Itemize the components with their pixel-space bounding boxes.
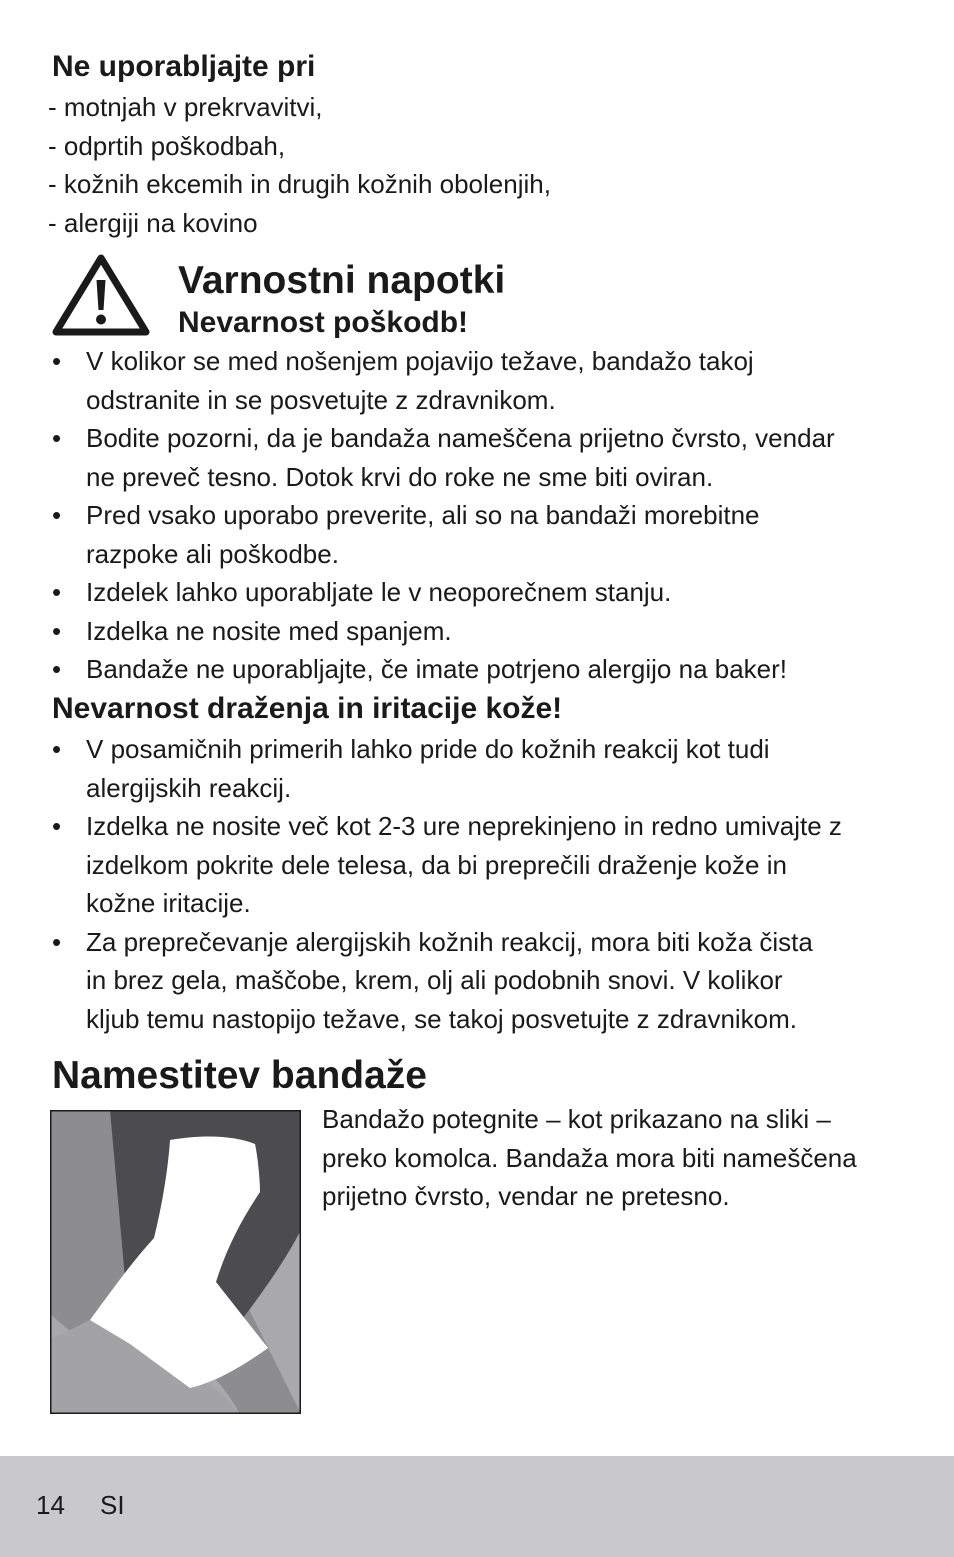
page-footer <box>0 1456 954 1557</box>
list-item: • V kolikor se med nošenjem pojavijo težave, bandažo takoj odstranite in se posvetujte z zdravnikom. <box>52 346 754 415</box>
irritation-heading: Nevarnost draženja in iritacije kože! <box>52 692 563 725</box>
list-item: • Pred vsako uporabo preverite, ali so na bandaži morebitne razpoke ali poškodbe. <box>52 500 760 569</box>
irritation-list <box>52 730 912 1038</box>
language-code: SI <box>100 1490 125 1520</box>
list-item: • Izdelka ne nosite več kot 2-3 ure neprekinjeno in redno umivajte z izdelkom pokrite dele telesa, da bi preprečili draženje kože in kožne iritacije. <box>52 811 842 918</box>
safety-title: Varnostni napotki <box>178 259 506 302</box>
safety-list <box>52 342 912 689</box>
contraindications-heading: Ne uporabljajte pri <box>52 50 316 83</box>
list-item: - odprtih poškodbah, <box>48 130 286 161</box>
list-item: • Izdelek lahko uporabljate le v neoporečnem stanju. <box>52 577 672 607</box>
safety-subtitle: Nevarnost poškodb! <box>178 306 469 339</box>
page-number: 14 <box>36 1490 65 1520</box>
list-item: • Izdelka ne nosite med spanjem. <box>52 615 452 646</box>
list-item: - alergiji na kovino <box>48 207 258 238</box>
fitting-instructions: Bandažo potegnite – kot prikazano na sliki – preko komolca. Bandaža mora biti nameščena prijetno čvrsto, vendar ne pretesno. <box>322 1104 857 1211</box>
list-item: • V posamičnih primerih lahko pride do kožnih reakcij kot tudi alergijskih reakcij. <box>52 734 770 803</box>
warning-triangle-icon <box>50 252 152 338</box>
list-item: • Za preprečevanje alergijskih kožnih reakcij, mora biti koža čista in brez gela, maščobe, krem, olj ali podobnih snovi. V kolikor kljub temu nastopijo težave, se takoj posvetujte z zdravnikom. <box>52 926 813 1034</box>
list-item: • Bodite pozorni, da je bandaža nameščena prijetno čvrsto, vendar ne preveč tesno. Dotok krvi do roke ne sme biti oviran. <box>52 423 835 492</box>
list-item: • Bandaže ne uporabljajte, če imate potrjeno alergijo na baker! <box>52 654 788 684</box>
elbow-bandage-illustration <box>50 1110 301 1414</box>
list-item: - kožnih ekcemih in drugih kožnih obolenjih, <box>48 169 551 199</box>
fitting-title: Namestitev bandaže <box>52 1054 427 1097</box>
list-item: - motnjah v prekrvavitvi, <box>48 92 323 122</box>
contraindications-list <box>48 88 551 242</box>
